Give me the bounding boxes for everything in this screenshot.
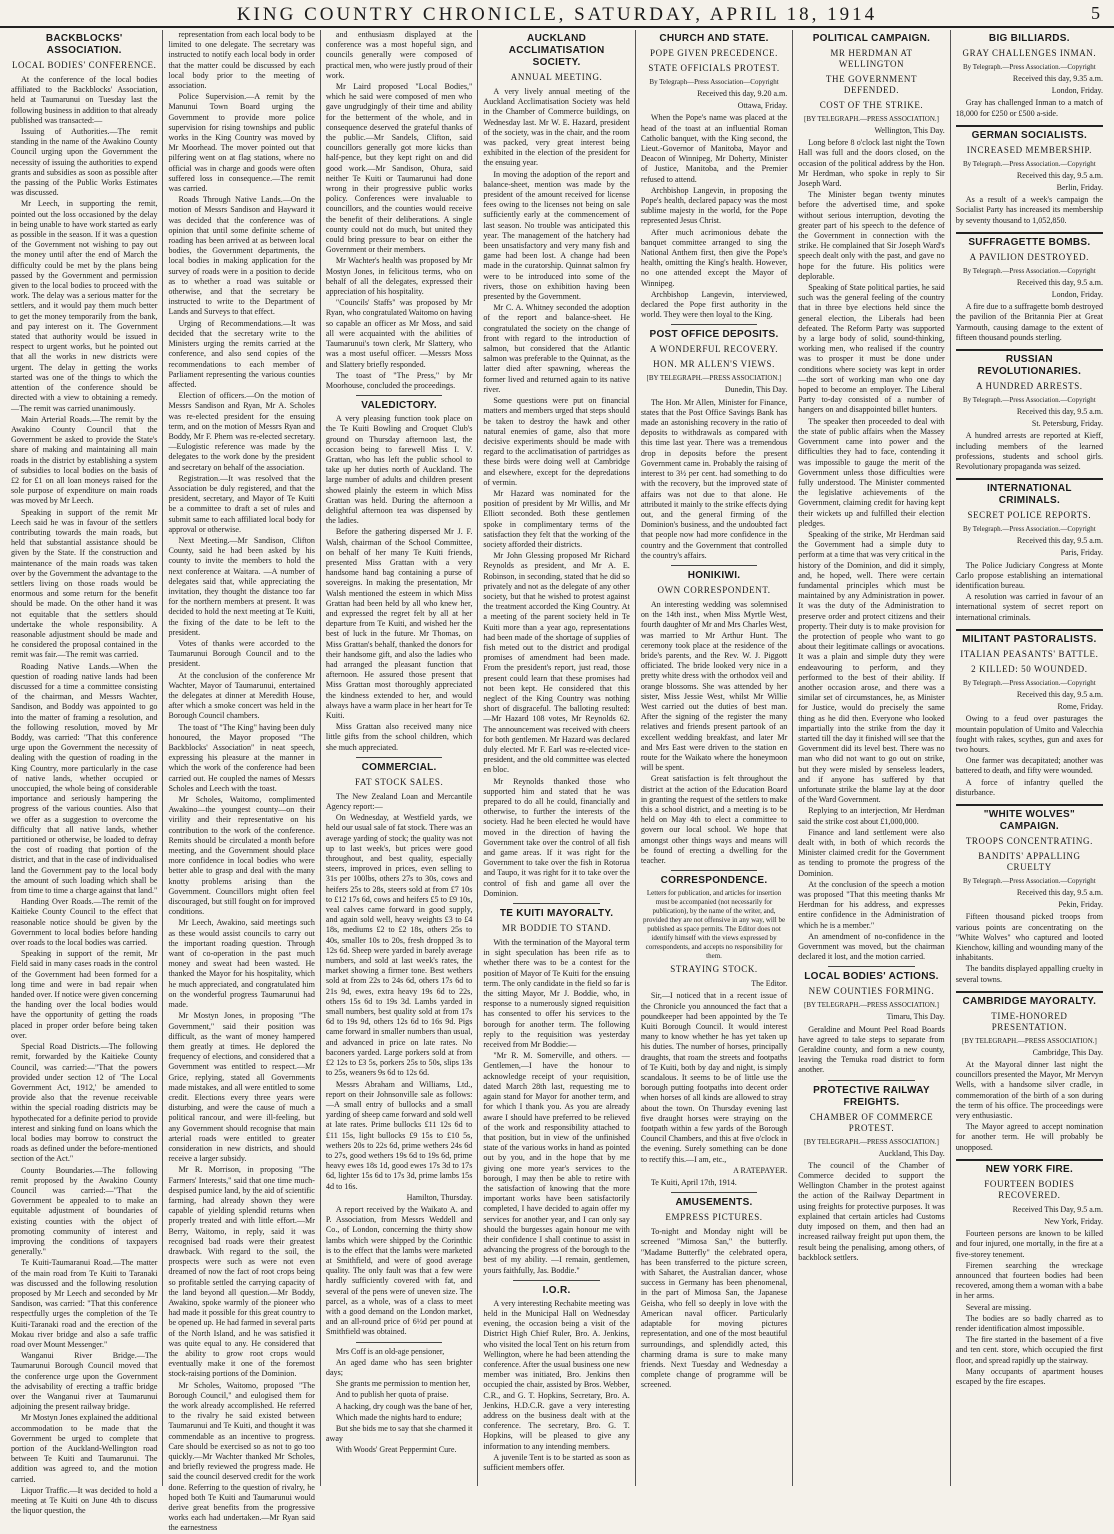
article-paragraph: Special Road Districts.—The following remit, forwarded by the Kaitieke County Council, was carried:—"That the powers provided under section 12 of 'The Local Government Act, 1912,' be amended to provide also that the revenue receivable within the special roading districts may be hypothecated for a definite period to provide interest and sinking fund on loans which the local bodies may borrow to construct the roads as defined under the before-mentioned section of the Act." <box>11 1042 158 1164</box>
dateline: Cambridge, This Day. <box>1032 1047 1104 1057</box>
column-7 <box>951 30 1108 1486</box>
article-paragraph: Archbishop Langevin, interviewed, declared the Pope first authority in the world. They were then loyal to the King. <box>640 289 788 320</box>
article-paragraph: Mrs Coff is an old-age pensioner, <box>335 1346 445 1356</box>
article-paragraph: But she bids me to say that she charmed it away <box>325 1424 473 1444</box>
column-divider <box>671 870 757 871</box>
article-paragraph: A very pleasing function took place on the Te Kuiti Bowling and Croquet Club's ground on Thursday afternoon last, the occasion being to farewell Miss I. V. Grattan, who has left the public school to take up her duties north of Auckland. The large number of adults and children present showed plainly the esteem in which Miss Grattan was held. During the afternoon a delightful afternoon tea was dispensed by the ladies. <box>325 414 473 526</box>
column-divider <box>956 125 1103 127</box>
column-divider <box>671 324 757 325</box>
article-paragraph: The bandits displayed appalling cruelty in several towns. <box>955 964 1104 984</box>
article-paragraph: Next Meeting.—Mr Sandison, Clifton County, said he had been asked by his county to invite the members to hold the next conference at Waitara. —A number of delegates said that, while appreciating the invitation, they thought the distance too far for the northern members at present. It was decided to hold the next meeting at Te Kuiti, the fixing of the date to be left to the president. <box>168 535 315 637</box>
article-subheading: STATE OFFICIALS PROTEST. <box>648 63 780 73</box>
article-subheading: COST OF THE STRIKE. <box>819 100 924 110</box>
article-headline: LOCAL BODIES' ACTIONS. <box>804 971 939 983</box>
article-paragraph: The Minister began twenty minutes before the advertised time, and spoke without serious interruption, devoting the greater part of his speech to the defence of the Government in connection with the strike. He complained that Sir Joseph Ward's speech dealt only with the past, and gave no hope for the future. His politics were deplorable. <box>798 190 945 281</box>
article-subheading: POPE GIVEN PRECEDENCE. <box>650 48 779 58</box>
article-paragraph: A juvenile Tent is to be started as soon as sufficient members offer. <box>483 1452 630 1472</box>
wire-credit-line: [BY TELEGRAPH.—PRESS ASSOCIATION.] <box>961 1036 1097 1045</box>
article-paragraph: An amendment of no-confidence in the Government was moved, but the chairman declared it lost, and the motion carried. <box>798 931 945 962</box>
column-6 <box>793 30 950 1486</box>
dateline: St. Petersburg, Friday. <box>1031 419 1104 429</box>
article-subheading: EMPRESS PICTURES. <box>665 1212 763 1223</box>
article-paragraph: The Mayor agreed to accept nomination for another term. He will probably be unopposed. <box>955 1122 1104 1152</box>
article-paragraph: A very interesting Rechabite meeting was held in the Municipal Hall on Wednesday evening, the occasion being a visit of the District High Chief Ruler, Bro. A. Jenkins, who visited the local Tent on his return from Wellington, where he had been attending the conference. After the usual business one new member was initiated, Bro. Jenkins then occupied the chair, assisted by Bros. Webber, C.R., and G. T. Hopkins, Secretary, Bro. A. Jenkins, H.D.C.R. gave a very interesting address on the business dealt with at the conference. The secretary, Bro. G. T. Hopkins, will be pleased to give any information to any intending members. <box>483 1298 630 1451</box>
article-subheading: A PAVILION DESTROYED. <box>969 251 1090 262</box>
article-subheading: STRAYING STOCK. <box>670 964 758 975</box>
article-headline: INTERNATIONAL CRIMINALS. <box>986 483 1072 507</box>
wire-credit-line: By Telegraph—Press Association—Copyright <box>649 78 779 86</box>
column-divider <box>956 629 1103 631</box>
article-headline: POLITICAL CAMPAIGN. <box>812 33 931 44</box>
article-paragraph: Firemen searching the wreckage announced that fourteen bodies had been recovered, among them a woman with a babe in her arms. <box>955 1260 1104 1301</box>
newspaper-title: KING COUNTRY CHRONICLE, SATURDAY, APRIL 18, 1914 <box>236 4 878 25</box>
dateline: Auckland, This Day. <box>878 1148 945 1158</box>
article-subheading: TROOPS CONCENTRATING. <box>965 835 1093 846</box>
dateline: New York, Friday. <box>1044 1216 1104 1226</box>
article-subheading: MR HERDMAN AT WELLINGTON <box>830 48 913 69</box>
article-headline: RUSSIAN REVOLUTIONARIES. <box>977 354 1082 378</box>
article-headline: CHURCH AND STATE. <box>659 33 769 44</box>
article-paragraph: To-night and Monday night will be screened "Mimosa San," the butterfly. "Madame Butterfly" the celebrated opera, has been transferred to the picture screen, with Saharet, the Australian dancer, whose success in Germany has been phenomenal, in the part of Mimosa San, the Japanese Geisha, who fell so deeply in love with the American naval officer. Particularly adaptable for moving pictures representation, and one of the most beautiful surroundings, and splendidly acted, this charming drama is sure to make many friends. Next Tuesday and Wednesday a complete change of programme will be screened. <box>640 1227 788 1390</box>
article-paragraph: Mr Reynolds thanked those who supported him and stated that he was prepared to do all he could, financially and otherwise, to further the interests of the society. Had he been elected he would have moved in the direction of having the Government take over the control of all fish and game areas. If it was right for the Government to take over the fish in Rotorua and Taupo, it was right for it to take over the control of fish and game all over the Dominion. <box>483 776 630 898</box>
article-paragraph: "Councils' Staffs" was proposed by Mr Ryan, who congratulated Waitomo on having so capable an officer as Mr Moss, and said all were acquainted with the abilities of Taumarunui's town clerk, Mr Slattery, who was a most useful officer. —Messrs Moss and Slattery briefly responded. <box>325 298 473 369</box>
article-headline: POST OFFICE DEPOSITS. <box>649 329 779 341</box>
dateline: London, Friday. <box>1051 86 1104 96</box>
article-subheading: 2 KILLED: 50 WOUNDED. <box>971 663 1088 674</box>
article-paragraph: The toast of "The King" having been duly honoured, the Mayor proposed "The Backblocks' Association" in neat speech, expressing his pleasure at the manner in which the work of the conference had been carried out. He coupled the names of Messrs Scholes and Leech with the toast. <box>168 722 315 793</box>
column-divider <box>513 1280 599 1281</box>
article-paragraph: The Police Judiciary Congress at Monte Carlo propose establishing an international identification bureau. <box>955 560 1104 591</box>
article-paragraph: The council of the Chamber of Commerce decided to support the Wellington Chamber in the protest against the action of the Railway Department in using freights for protective purposes. It was explained that certain articles had Customs duty imposed on them, and then had an increased railway freight put upon them, the result being the penalising, among others, of backblock settlers. <box>798 1160 945 1262</box>
article-paragraph: County Boundaries.—The following remit proposed by the Awakino County Council was carried:—"That the Government be appealed to to make an equitable adjustment of boundaries of existing counties with the object of promoting community of interest and improving the conditions of taxpayers generally." <box>11 1165 158 1257</box>
article-paragraph: Police Supervision.—A remit by the Manunui Town Board urging the Government to provide more police supervision for rising townships and public works in the King Country was moved by Mr Moorhead. The mover pointed out that pilfering went on at flag stations, where no official was in charge and goods were often suffered loss in consequence.—The remit was carried. <box>168 92 315 194</box>
article-paragraph: Urging of Recommendations.—It was decided that the secretary write to the Ministers urging the remits carried at the conference, and also send copies of the recommendations to each member of Parliament representing the various counties affected. <box>168 318 315 389</box>
article-headline: GERMAN SOCIALISTS. <box>971 129 1088 141</box>
column-5 <box>636 30 793 1486</box>
article-paragraph: Some questions were put on financial matters and members urged that steps should be taken to destroy the hawk and other natural enemies of game, also that more decisive experiments should be made with regard to the acclimatisation of partridges as these birds were doing well at Cambridge and elsewhere, except for the depredations of vermin. <box>483 396 630 487</box>
article-paragraph: At the Mayoral dinner last night the councillors presented the Mayor, Mr Mervyn Wells, with a handsome silver cradle, in commemoration of the birth of a son during the term of his office. The proceedings were very enthusiastic. <box>955 1059 1104 1120</box>
dateline: Pekin, Friday. <box>1058 900 1104 910</box>
article-subheading: FOURTEEN BODIES RECOVERED. <box>984 1178 1075 1200</box>
article-subheading: BANDITS' APPALLING CRUELTY <box>978 850 1081 872</box>
newspaper-columns <box>6 30 1108 1533</box>
article-paragraph: Roads Through Native Lands.—On the motion of Messrs Sandison and Hayward it was decided that the conference was of opinion that until some definite scheme of roading has been arrived at as between local bodies, the Government departments, the local bodies in making application for the survey of roads were in a position to decide as to whether a road was suitable or otherwise, and that the secretary be instructed to write to the Department of Lands and Surveys to that effect. <box>168 195 315 317</box>
article-paragraph: Speaking of State political parties, he said such was the general feeling of the country that in three bye elections held since the general election, the Liberals had been defeated. The Reform Party was supported by a large body of solid, sound-thinking, working men, who realised if the country was to prosper it must be done under conditions where society was kept in order—the sort of working man who one day hoped to become an employer. The Liberal Party to-day consisted of a number of hangers on and disappointed billet hunters. <box>798 283 945 415</box>
article-paragraph: A report received by the Waikato A. and P. Association, from Messrs Weddell and Co., of London, concerning the thirty show lambs which were shipped by the Corinthic is to the effect that the lambs were marketed at Smithfield, and were of good average quality. The only fault was that a few were hardly sufficiently covered with fat, and several of the pens were of uneven size. The parcel, as a whole, was of a class to meet with a good demand on the London market, and an all-round price of 6½d per pound at Smithfield was obtained. <box>325 1204 473 1337</box>
column-divider <box>956 991 1103 993</box>
article-paragraph: representation from each local body to be limited to one delegate. The secretary was instructed to notify each local body in order that the matter could be discussed by each local body prior to the meeting of association. <box>168 30 315 91</box>
article-headline: MILITANT PASTORALISTS. <box>962 633 1097 645</box>
article-subheading: THE GOVERNMENT DEFENDED. <box>825 74 918 95</box>
wire-credit-line: [BY TELEGRAPH.—PRESS ASSOCIATION.] <box>804 115 939 123</box>
article-paragraph: Te Kuiti, April 17th, 1914. <box>650 1178 737 1188</box>
article-headline: CORRESPONDENCE. <box>660 875 768 887</box>
article-headline: TE KUITI MAYORALTY. <box>499 908 614 920</box>
wire-credit-line: By Telegraph.—Press Association.—Copyright <box>962 876 1096 885</box>
dateline: Received This Day, 9.5 a.m. <box>1012 1204 1104 1214</box>
dateline: Berlin, Friday. <box>1056 183 1104 193</box>
column-divider <box>671 565 757 566</box>
article-headline: COMMERCIAL. <box>361 761 437 773</box>
article-headline: "WHITE WOLVES" CAMPAIGN. <box>983 808 1075 832</box>
article-paragraph: Replying to an interjection, Mr Herdman said the strike cost about £1,000,000. <box>798 806 945 826</box>
article-paragraph: A hacking, dry cough was the bane of her, <box>335 1401 473 1411</box>
article-paragraph: At the conference of the local bodies affiliated to the Backblocks' Association, held at Taumarunui on Tuesday last the following business in addition to that already published was transacted:— <box>11 75 158 125</box>
article-subheading: A WONDERFUL RECOVERY. <box>649 344 779 355</box>
article-paragraph: The bodies are so badly charred as to render identification almost impossible. <box>955 1313 1104 1334</box>
article-paragraph: Mr R. Morrison, in proposing "The Farmers' Interests," said that one time much-despised pumice land, by the aid of scientific farming, had already shown they were capable of yielding splendid returns when properly treated and with little effort.—Mr Berry, Waitomo, in reply, said it was recognised bad roads were their greatest drawback. With regard to the soil, the prospects were such as were not even dreamed of now the fact of root crops being so profitable settled the carrying capacity of the land beyond all question.—Mr Boddy, Awakino, spoke warmly of the pioneer who had made it possible for this great country to be opened up. He had farmed in several parts of the North Island, and he was satisfied it was quite equal to any. He considered that the ability to grow root crops would eventually make it one of the foremost stock-raising portions of the Dominion. <box>168 1165 315 1379</box>
article-headline: PROTECTIVE RAILWAY FREIGHTS. <box>813 1084 930 1108</box>
wire-credit-line: By Telegraph.—Press Association.—Copyright <box>962 159 1096 168</box>
article-subheading: FAT STOCK SALES. <box>354 776 444 787</box>
article-paragraph: and enthusiasm displayed at the conference was a most hopeful sign, and councils generally were composed of practical men, who were justly proud of their work. <box>325 30 473 80</box>
dateline: Timaru, This Day. <box>886 1012 945 1022</box>
article-paragraph: Fifteen thousand picked troops from various points are concentrating on the "White Wolves" who captured and looted Kienchow, killing and wounding many of the inhabitants. <box>955 912 1104 963</box>
article-paragraph: Messrs Abraham and Williams, Ltd., report on their Johnsonville sale as follows:—A small entry of bullocks and a small yarding of sheep came forward and sold well at late rates. Prime bullocks £11 12s 6d to £11 15s, light bullocks £9 15s to £10 5s, wethers 20s to 22s 6d, prime wethers 24s 6d to 27s, good wethers 19s 6d to 19s 6d, prime heavy ewes 18s 1d, good ewes 17s 3d to 17s 6d, lighter 15s 6d to 17s 3d, prime lambs 15s 4d to 16s. <box>325 1079 473 1191</box>
column-divider <box>356 757 442 758</box>
article-headline: SUFFRAGETTE BOMBS. <box>968 236 1091 248</box>
dateline: Received this day, 9.5 a.m. <box>1016 277 1104 287</box>
wire-credit-line: By Telegraph.—Press Association.—Copyright <box>962 266 1096 275</box>
page-number: 5 <box>1091 3 1100 23</box>
article-paragraph: Handing Over Roads.—The remit of the Kaitieke County Council to the effect that reasonable notice should be given by the Government to local bodies before handing over roads to the local bodies was carried. <box>11 897 158 948</box>
article-subheading: LOCAL BODIES' CONFERENCE. <box>11 60 157 70</box>
article-paragraph: Finance and land settlement were also dealt with, in both of which records the Minister claimed credit for the Government as tending to promote the progress of the Dominion. <box>798 827 945 878</box>
article-subheading: CHAMBER OF COMMERCE PROTEST. <box>809 1111 934 1133</box>
article-paragraph: At the conclusion of the conference Mr Wachter, Mayor of Taumarunui, entertained the delegates at dinner at Meredith House, after which a smoke concert was held in the Borough Council chambers. <box>168 670 315 721</box>
article-paragraph: Votes of thanks were accorded to the Taumarunui Borough Council and to the president. <box>168 638 315 669</box>
article-paragraph: Fourteen persons are known to be killed and four injured, one mortally, in the fire at a five-storey tenement. <box>955 1229 1104 1259</box>
article-paragraph: Liquor Traffic.—It was decided to hold a meeting at Te Kuiti on June 4th to discuss the liquor question, the <box>11 1485 158 1516</box>
article-paragraph: In moving the adoption of the report and balance-sheet, mention was made by the president of the amount received for license fees owing to the licenses not being on sale sufficiently early at the commencement of last season. No trouble was anticipated this year. The management of the hatchery had been unsatisfactory and very many fish and game had been lost. A change had been made in the curatorship. Quinnat salmon fry were to be introduced into some of the rivers, those on exhibition having been presented by the Government. <box>483 169 630 302</box>
column-3 <box>321 30 478 1486</box>
dateline: Paris, Friday. <box>1060 548 1104 558</box>
column-divider <box>956 478 1103 480</box>
article-paragraph: A fire due to a suffragette bomb destroyed the pavilion of the Britannia Pier at Great Yarmouth, causing damage to the extent of fifteen thousand pounds sterling. <box>955 302 1104 342</box>
wire-credit-line: [BY TELEGRAPH.—PRESS ASSOCIATION.] <box>804 1001 939 1010</box>
article-paragraph: And to publish her quota of praise. <box>335 1390 449 1400</box>
article-subheading: A HUNDRED ARRESTS. <box>976 381 1083 392</box>
wire-credit-line: By Telegraph.—Press Association.—Copyright <box>962 396 1096 405</box>
article-paragraph: With the termination of the Mayoral term in sight speculation has been rife as to whether there was to be a contest for the position of Mayor of Te Kuiti for the ensuing term. The only candidate in the field so far is the sitting Mayor, Mr J. Boddie, who, in response to a numerously signed requisition has consented to offer his services to the borough for another term. The following reply to the requisition was yesterday received from Mr Boddie:— <box>483 938 630 1050</box>
article-subheading: OWN CORRESPONDENT. <box>657 584 771 595</box>
dateline: Received this day, 9.5 a.m. <box>1016 407 1104 417</box>
article-paragraph: Issuing of Authorities.—The remit standing in the name of the Awakino County Council urging upon the Government the necessity of issuing the authorities to expend grants and subsidies as soon as possible after the passing of the Public Works Estimates was discussed. <box>11 127 158 198</box>
masthead <box>0 0 1114 28</box>
article-paragraph: "Mr R. M. Somerville, and others. —Gentlemen,—I have the honour to acknowledge receipt of your requisition, dated March 28th last, requesting me to again stand for Mayor for another term, and for which I thank you. As you are already aware I should have preferred to be relieved of the work and responsibility attached to that position, but in view of the unfinished state of the various works in hand as pointed out by you, and in the hope that by me giving one more year's services to the borough, I may then be able to retire with the satisfaction of knowing that the more important works have been satisfactorily completed, I have decided to again offer my services for another year, and I can only say should the burgesses again honour me with their confidence I shall continue to assist in advancing the progress of the borough to the best of my ability. —I remain, gentlemen, yours faithfully, Jas. Boddie." <box>483 1051 630 1275</box>
column-1 <box>6 30 163 1516</box>
column-divider <box>828 1080 914 1081</box>
article-paragraph: A hundred arrests are reported at Kieff, including members of the learned professions, students and school girls. Revolutionary propaganda was seized. <box>955 431 1104 472</box>
article-paragraph: Wanganui River Bridge.—The Taumarunui Borough Council moved that the conference urge upon the Government the advisability of erecting a traffic bridge over the Wanganui river at Taumarunui adjoining the present railway bridge. <box>11 1351 158 1412</box>
article-paragraph: Te Kuiti-Taumaranui Road.—The matter of the main road from Te Kuiti to Taranaki was discussed and the following resolution proposed by Mr Leech and seconded by Mr Sandison, was carried: "That this conference respectfully urges the completion of the Te Kuiti-Taranaki road and the erection of the Mokau river bridge and also a safe traffic road over Mount Messenger." <box>11 1258 158 1349</box>
article-paragraph: Main Arterial Roads.—The remit by the Awakino County Council that the Government be asked to provide the State's share of making and maintaining all main roads in the district by establishing a system of subsidies to local bodies on the basis of £2 for £1 on all loan moneys raised for the sole purpose of expenditure on main roads was moved by Mr Leech. <box>11 414 158 506</box>
article-paragraph: An interesting wedding was solemnised on the 14th inst., when Miss Myrtle West, fourth daughter of Mr and Mrs Charles West, was married to Mr Arthur Hunt. The ceremony took place at the residence of the bride's parents, and the Rev. W. J. Piggott officiated. The bride looked very nice in a pretty white dress with the orthodox veil and orange blossoms. She was attended by her sister, Miss Jessie West, whilst Mr Willie West carried out the duties of best man. After the signing of the register the many relatives and friends present partook of an excellent wedding breakfast, and later Mr and Mrs East were driven to the station en route for the Waikato where the honeymoon will be spent. <box>640 599 788 773</box>
article-paragraph: With Woods' Great Peppermint Cure. <box>335 1445 457 1455</box>
article-paragraph: A very lively annual meeting of the Auckland Acclimatisation Society was held in the Chamber of Commerce buildings, on Wednesday last. Mr W. E. Hazard, president of the society, was in the chair, and the room was packed, very great interest being exhibited in the election of the president for the ensuing year. <box>483 87 630 168</box>
column-4 <box>478 30 635 1486</box>
article-headline: BIG BILLIARDS. <box>988 33 1070 44</box>
article-paragraph: Gray has challenged Inman to a match of 18,000 for £250 or £500 a-side. <box>955 98 1104 118</box>
column-divider <box>356 1342 442 1343</box>
article-paragraph: Owing to a feud over pasturages the mountain population of Umito and Valecchia fought with rakes, scythes, gun and axes for two hours. <box>955 714 1104 754</box>
article-paragraph: At the conclusion of the speech a motion was proposed "That this meeting thanks Mr Herdman for his address, and expresses entire confidence in the Administration of which he is a member." <box>798 879 945 930</box>
article-paragraph: As a result of a week's campaign the Socialist Party has increased its membership by seventy thousand to 1,052,850. <box>955 195 1104 225</box>
wire-credit-line: By Telegraph.—Press Association.—Copyright <box>962 678 1096 687</box>
dateline: A RATEPAYER. <box>733 1165 788 1175</box>
dateline: Dunedin, This Day. <box>724 385 788 395</box>
column-divider <box>956 232 1103 234</box>
wire-credit-line: [BY TELEGRAPH.—PRESS ASSOCIATION.] <box>804 1137 939 1146</box>
article-paragraph: Many occupants of apartment houses escaped by the fire escapes. <box>955 1366 1104 1387</box>
article-paragraph: Geraldine and Mount Peel Road Boards have agreed to take steps to separate from Geraldine county, and form a new county, leaving the Temuka road district to form another. <box>798 1024 945 1075</box>
article-paragraph: The New Zealand Loan and Mercantile Agency report:— <box>325 791 473 812</box>
article-paragraph: Before the gathering dispersed Mr J. F. Walsh, chairman of the School Committee, on behalf of her many Te Kuiti friends, presented Miss Grattan with a very handsome hand bag containing a purse of sovereigns. In making the presentation, Mr Walsh mentioned the esteem in which Miss Grattan had been held by all who knew her, and expressed the regret felt by all at her departure from Te Kuiti, and wished her the best of luck in the future. Mr Thomas, on Miss Grattan's behalf, thanked the donors for their handsome gift, and also the ladies who had arranged the pleasant function that afternoon. He assured those present that Miss Grattan most thoroughly appreciated the kindness extended to her, and would always have a warm place in her heart for Te Kuiti. <box>325 527 473 720</box>
article-headline: HONIKIWI. <box>687 569 741 581</box>
article-subheading: HON. MR ALLEN'S VIEWS. <box>653 359 775 370</box>
article-paragraph: On Wednesday, at Westfield yards, we held our usual sale of fat stock. There was an average yarding of stock; the quality was not up to last week's, but prices were good throughout, and best quality, especially steers, improved in prices, even selling to 31s per 100lbs, others 27s to 30s, cows and heifers 25s to 28s, steers sold at from £7 10s to £12 17s 6d, cows and heifers £5 to £9 10s, veal calves came forward in good supply, and again sold well, heavy weights £3 to £4 18s, mediums £2 to £2 18s, others 25s to 40s, smaller 10s to 20s, fresh dropped 3s to 12s 6d. Sheep were yarded in barely average numbers, and sold at last week's rates, the market showing a firmer tone. Best wethers sold at from 22s to 24s 6d, others 17s 6d to 21s 9d, ewes, extra heavy 19s 6d to 22s, others 15s 6d to 19s 3d. Lambs yarded in small numbers, best quality sold at from 17s 6d to 19s 9d, others 12s 6d to 16s 9d. Pigs came forward in smaller numbers than usual, and advanced in price on late rates. No baconers yarded. Large porkers sold at from £2 12s to £3 5s, porkers 25s to 50s, slips 13s to 25s, weaners 9s 6d to 12s 6d. <box>325 813 473 1078</box>
article-paragraph: Long before 8 o'clock last night the Town Hall was full and the doors closed, on the occasion of the political address by the Hon. Mr Herdman, who spoke in reply to Sir Joseph Ward. <box>798 138 945 189</box>
article-paragraph: Mr Mostyn Jones, in proposing "The Government," said their position was difficult, as the want of money hampered them greatly at times. He deplored the frequency of elections, and considered that a Government was entitled to respect.—Mr Grice, replying, stated all Governments made mistakes, and all were entitled to some credit. Elections every three years were disturbing, and were the cause of much a political rancour, and were ill-feeling, but any Government should recognise that main arterial roads were entitled to greater consideration in new districts, and should receive a larger subsidy. <box>168 1011 315 1164</box>
column-divider <box>356 395 442 396</box>
column-divider <box>671 1192 757 1193</box>
article-paragraph: The fire started in the basement of a five and ten cent. store, which occupied the first floor, and spread rapidly up the stairway. <box>955 1335 1104 1365</box>
article-subheading: ITALIAN PEASANTS' BATTLE. <box>960 648 1099 659</box>
article-subheading: GRAY CHALLENGES INMAN. <box>962 48 1097 58</box>
dateline: Received this day, 9.5 a.m. <box>1016 170 1104 180</box>
article-paragraph: A resolution was carried in favour of an international system of secret report on international criminals. <box>955 592 1104 622</box>
article-subheading: INCREASED MEMBERSHIP. <box>966 144 1092 155</box>
article-headline: AMUSEMENTS. <box>675 1197 753 1209</box>
dateline: Received this day, 9.5 a.m. <box>1016 689 1104 699</box>
column-divider <box>956 349 1103 351</box>
column-divider <box>828 966 914 967</box>
article-headline: I.O.R. <box>542 1284 571 1296</box>
dateline: The Editor. <box>751 979 788 989</box>
article-paragraph: Mr John Glessing proposed Mr Richard Reynolds as president, and Mr A. E. Robinson, in seconding, stated that he did so privately and not as the delegate of any other society, but that he wished to protest against the treatment accorded the King Country. At a meeting of the parent society held in Te Kuiti more than a year ago, representations had been made of the shortage of supplies of fish meted out to the district and prodigal promises of amendment had been made. From the president's report, just read, those present could learn that these promises had not been kept. He considered that this neglect of the King Country was nothing short of disgraceful. The balloting resulted:—Mr Hazard 108 votes, Mr Reynolds 62. The announcement was received with cheers for both gentlemen. Mr Hazard was declared duly elected. Mr F. Earl was re-elected vice-president, and the old committee was elected en bloc. <box>483 551 630 775</box>
article-subheading: ANNUAL MEETING. <box>510 72 603 82</box>
article-paragraph: Mr Mostyn Jones explained the additional accommodation to be made that the Government be urged to complete that portion of the Auckland-Wellington road between Te Kuiti and Taumarunui. The addition was agreed to, and the motion carried. <box>11 1413 158 1484</box>
wire-credit-line: By Telegraph.—Press Association.—Copyright <box>962 525 1096 534</box>
article-paragraph: Mr Leech, in supporting the remit, pointed out the loss occasioned by the delay in being unable to have work started as early as possible in the season. If it was a question of the Government not wishing to pay out the money until after the end of March the difficulty could be met by the plans being passed by the Government and permission given to the local bodies to proceed with the work. The delay was a serious matter for the settlers, and it would pay them much better to get the money temporarily from the bank, and pay interest on it. The Government stated that authority would be issued in respect to urgent works, but he pointed out that all the works in new districts were urgent. The delay in getting the works started was one of the things to which the attention of the conference should be directed with a view to obtaining a remedy.—The remit was carried unanimously. <box>11 199 158 413</box>
article-paragraph: Several are missing. <box>965 1302 1032 1312</box>
dateline: Ottawa, Friday. <box>737 101 788 111</box>
article-paragraph: The toast of "The Press," by Mr Moorhouse, concluded the proceedings. <box>325 370 473 390</box>
article-paragraph: Mr Wachter's health was proposed by Mr Mostyn Jones, in felicitous terms, who on behalf of all the delegates, expressed their appreciation of his hospitality. <box>325 256 473 297</box>
article-paragraph: After much acrimonious debate the banquet committee arranged to sing the National Anthem first, then give the Pope's health, omitting the King's health. However, no one attended except the Mayor of Winnipeg. <box>640 227 788 288</box>
dateline: Received this day, 9.20 a.m. <box>697 89 788 98</box>
dateline: London, Friday. <box>1051 290 1104 300</box>
dateline: Hamilton, Thursday. <box>406 1192 473 1202</box>
wire-credit-line: By Telegraph.—Press Association.—Copyright <box>962 63 1096 71</box>
wire-credit-line: [BY TELEGRAPH.—PRESS ASSOCIATION.] <box>646 374 782 383</box>
article-paragraph: Sir,—I noticed that in a recent issue of the Chronicle you announced the fact that a poundkeeper had been appointed by the Te Kuiti Borough Council. It would interest many to know whether he has yet taken up his duties. The number of horses, principally draughts, that roam the streets and footpaths of Te Kuiti, both by day and night, is simply scandalous. It seems to be of little use the borough putting footpaths into decent order when horses of all kinds are allowed to stray about the town. On Thursday evening last five draught horses were straying on the footpath within a few yards of the Borough Council Chambers, and this at five o'clock in the evening. Surely something can be done to rectify this.—I am, etc., <box>640 991 788 1164</box>
article-subheading: MR BODDIE TO STAND. <box>501 923 612 934</box>
column-divider <box>956 804 1103 806</box>
article-paragraph: Speaking in support of the remit, Mr Field said in many cases roads in the control of the Government had been formed for a long time and were in bad repair when handed over. If notice were given concerning the handing over the local bodies would have the opportunity of getting the roads placed in proper order before being taken over. <box>11 949 158 1040</box>
article-paragraph: An aged dame who has seen brighter days; <box>325 1357 473 1377</box>
article-paragraph: She grants me permission to mention her, <box>335 1379 471 1389</box>
article-headline: NEW YORK FIRE. <box>985 1163 1074 1175</box>
article-paragraph: Roading Native Lands.—When the question of roading native lands had been discussed for a time a committee consisting of the chairman, and Messrs Wachter, Sandison, and Boddy was appointed to go into the matter of framing a resolution, and the following resolution, moved by Mr Boddy, was carried: "That this conference urge upon the Government the necessity of dealing with the question of roading in the King Country, more particularly in the case of native lands, whether occupied or unoccupied, the whole being of considerable importance and seriously hampering the progress of the various counties. Also that we offer as a suggestion to overcome the difficulty that all native lands, whether partitioned or otherwise, be loaded to defray the cost of roading that portion of the district, and that in the case of individualised land the Government pay to the local body the amount of such loading which shall be from time to time a charge against that land." <box>11 661 158 896</box>
column-2 <box>163 30 320 1533</box>
dateline: Received this day, 9.35 a.m. <box>1012 74 1104 83</box>
article-paragraph: The Hon. Mr Allen, Minister for Finance, states that the Post Office Savings Bank has made an astonishing recovery in the ratio of deposits to withdrawals as compared with this time last year. There was a tremendous drop in deposits before the present Government came in. Probably the raising of interest to 3½ per cent. had something to do with the recovery, but the improved state of affairs was not due to that alone. He attributed it mainly to the strike effects dying out, and the general firming of the Dominion's business, and the undoubted fact that people now had more confidence in the country and the Government that controlled the country's affairs. <box>640 397 788 560</box>
article-subheading: TIME-HONORED PRESENTATION. <box>991 1010 1068 1032</box>
article-subheading: NEW COUNTIES FORMING. <box>808 986 935 997</box>
article-headline: CAMBRIDGE MAYORALTY. <box>962 995 1097 1007</box>
article-paragraph: Archbishop Langevin, in proposing the Pope's health, declared papacy was the most sublime majesty in the world, for the Pope represented Jesus Christ. <box>640 185 788 226</box>
article-paragraph: Speaking of the strike, Mr Herdman said the Government had a simple duty to perform at a time that was very critical in the history of the Dominion, and did it simply, and, he hoped, well. There were certain fundamental principles which must be maintained by any Administration in power. It was the duty of the Administration to preserve order and protect citizens and their property. Their duty is to make provision for the protection of people who want to go about their legitimate callings or avocations. It was a plain and simple duty they were endeavouring to perform, and they performed to the best of their ability. If another occasion arose, and there was a similar set of circumstances, he, as Minister for Justice, would do precisely the same thing as he did then. Everyone who looked impartially into the strike from the day it started till the day it finished will see that the Government did its level best. There was no man who did not want to go out on strike, but they were misled by senseless leaders, and if anyone has suffered by that unfortunate strike the blame lay at the door of the Ward Government. <box>798 529 945 805</box>
column-divider <box>513 903 599 904</box>
dateline: Received this day, 9.5 a.m. <box>1016 887 1104 897</box>
dateline: Rome, Friday. <box>1057 702 1104 712</box>
article-paragraph: Mr Hazard was nominated for the position of president by Mr Willis, and Mr Elliott seconded. Both these gentlemen spoke in complimentary terms of the satisfaction they felt that the working of the society afforded their districts. <box>483 488 630 549</box>
dateline: Received this day, 9.5 a.m. <box>1016 536 1104 546</box>
article-paragraph: Registration.—It was resolved that the Association be duly registered, and that the president, secretary, and Mayor of Te Kuiti be a committee to draft a set of rules and submit same to each affiliated local body for approval or otherwise. <box>168 473 315 534</box>
article-paragraph: Election of officers.—On the motion of Messrs Sandison and Ryan, Mr A. Scholes was re-elected president for the ensuing term, and on the motion of Messrs Ryan and Boddy, Mr F. Phern was re-elected secretary.—Eulogistic reference was made by the delegates to the work done by the president and secretary on behalf of the association. <box>168 391 315 472</box>
article-paragraph: When the Pope's name was placed at the head of the toast at an influential Roman Catholic banquet, with the King second, the Lieut.-Governor of Manitoba, Mayor and Deacon of Winnipeg, Mr Doherty, Minister of Justice, Manitoba, and the Premier refused to attend. <box>640 113 788 184</box>
column-divider <box>956 1159 1103 1161</box>
article-paragraph: Which made the nights hard to endure; <box>335 1412 462 1422</box>
article-paragraph: A force of infantry quelled the disturbance. <box>955 777 1104 797</box>
article-paragraph: Mr Scholes, Waitomo, proposed "The Borough Council," and eulogised them for the work already accomplished. He referred to the rivalry he said existed between Taumarunui and Te Kuiti, and thought it was commendable as an incentive to progress. Care should be exercised so as not to go too quickly.—Mr Wachter thanked Mr Scholes, and briefly reviewed the progress made. He said the council deserved credit for the work done. Referring to the question of rivalry, he hoped both Te Kuiti and Taumarunui would derive great benefits from the progressive works each had undertaken.—Mr Ryan said the earnestness <box>168 1380 315 1533</box>
article-paragraph: The speaker then proceeded to deal with the state of public affairs when the Massey Government came into power and the difficulties they had to face, contending it was impossible to gauge the merit of the Government unless those difficulties were fully understood. The Minister commented the legislative achievements of the Government, claiming credit for having kept their wickets up and fulfilled their election pledges. <box>798 416 945 528</box>
article-paragraph: Mr Scholes, Waitomo, complimented Awakino—the youngest county—on their virility and their representative on his contribution to the work of the conference. Remits should be circulated a month before meeting, and the Government should place more confidence in local bodies who were better able to grasp and deal with the many knotty problems arising than the Government. Councillors might often feel discouraged, but still fought on for improved conditions. <box>168 795 315 917</box>
article-paragraph: Speaking in support of the remit Mr Leech said he was in favour of the settlers contributing towards the main roads, but held that substantial assistance should be given by the State. If the construction and maintenance of the main roads was taken over by the Government the advantage to the settlers living on those roads would be enormous and some return for the benefit should be made. On the other hand it was not equitable that the settlers should undertake the whole responsibility. A reasonable adjustment should be made and he considered the proposal contained in the remit was fair.—The remit was carried. <box>11 507 158 660</box>
wire-credit-line: Letters for publication, and articles for insertion must be accompanied (not necessarily for publication), by the name of the writer, and, provided they are not offensive in any way, will be published as space permits. The Editor does not identify himself with the views expressed by correspondents, and accepts no responsibility for them. <box>642 889 786 961</box>
article-paragraph: Mr Laird proposed "Local Bodies," which he said were composed of men who gave ungrudgingly of their time and ability for the betterment of the whole, and in consequence deserved the grateful thanks of the public.—Mr Sandels, Clifton, said councillors generally got more kicks than half-pence, but they kept right on and did good work.—Mr Sandison, Ohura, said neither Te Kuiti or Taumarunui had done wrong in their progressive public works policy. Conferences were invaluable to councillors, and the counties would receive the benefit of their deliberations. A single county could not do much, but united they could bring pressure to bear on either the Government or their members. <box>325 82 473 255</box>
article-paragraph: Mr C. A. Whitney seconded the adoption of the report and balance-sheet. He congratulated the society on the change of front with regard to the introduction of salmon, but considered that the Atlantic salmon was preferable to the Quinnat, as the latter died after spawning, whereas the former lived and returned again to its native river. <box>483 303 630 394</box>
article-paragraph: One farmer was decapitated; another was battered to death, and fifty were wounded. <box>955 756 1104 776</box>
article-paragraph: Miss Grattan also received many nice little gifts from the school children, which she much appreciated. <box>325 722 473 752</box>
article-paragraph: Great satisfaction is felt throughout the district at the action of the Education Board in granting the request of the settlers to make this a school district, and a meeting is to be held on May 4th to elect a committee to govern our local school. We hope that amongst other things ways and means will be found of erecting a dwelling for the teacher. <box>640 774 788 865</box>
article-subheading: SECRET POLICE REPORTS. <box>967 510 1092 521</box>
article-headline: AUCKLAND ACCLIMATISATION SOCIETY. <box>508 33 605 68</box>
article-headline: BACKBLOCKS' ASSOCIATION. <box>45 33 123 56</box>
article-headline: VALEDICTORY. <box>361 400 437 412</box>
dateline: Wellington, This Day. <box>874 126 945 135</box>
article-paragraph: Mr Leech, Awakino, said meetings such as these would assist councils to carry out the important roading question. Through want of co-operation in the past much money and sweat had been wasted. He thanked the Mayor for his hospitality, which he much appreciated, and congratulated him on the wonderful progress Taumarunui had made. <box>168 918 315 1010</box>
